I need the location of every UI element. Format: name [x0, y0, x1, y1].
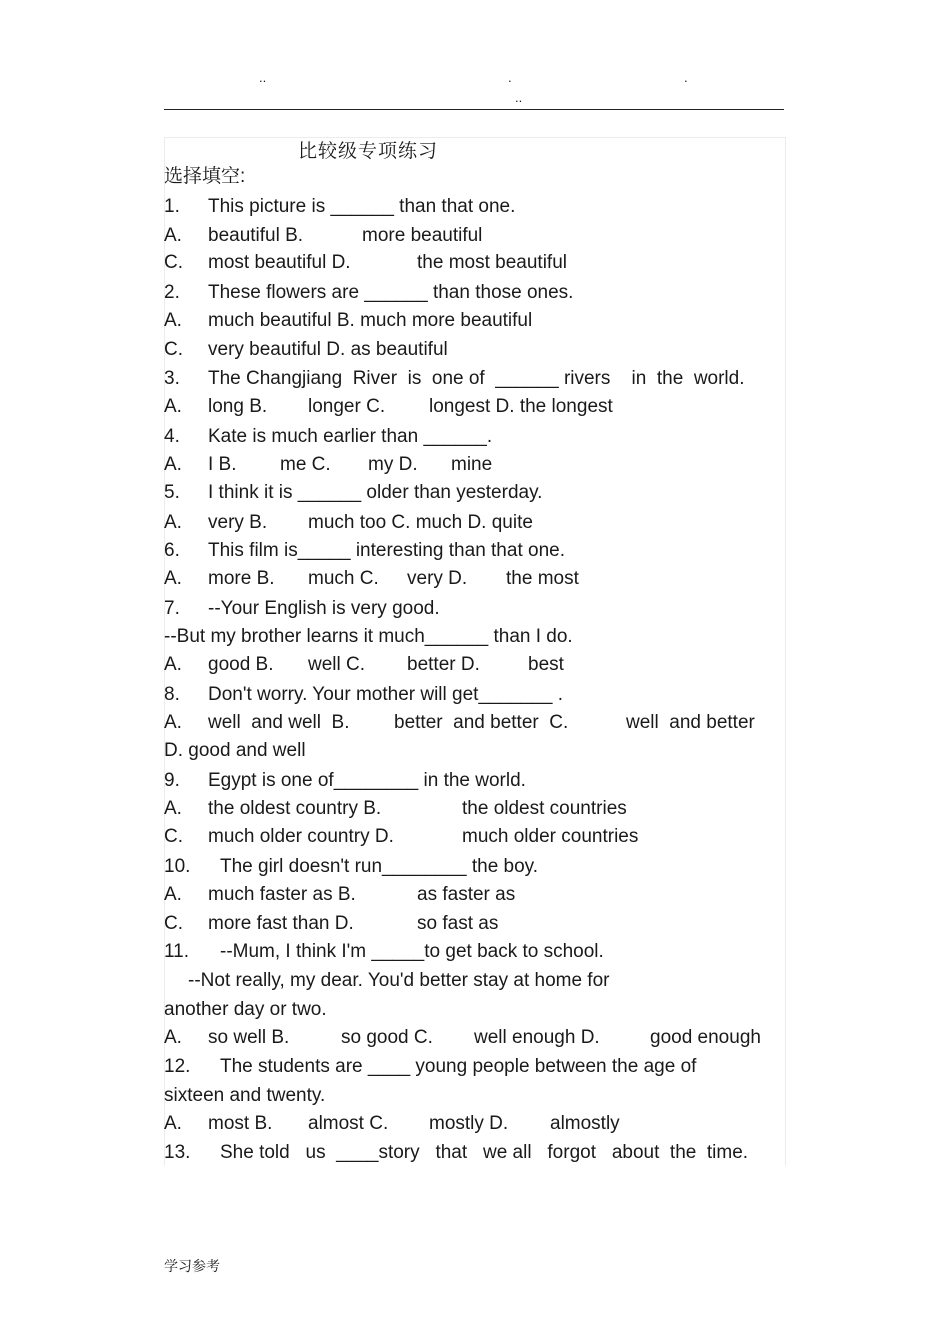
question-number: 8.	[164, 684, 180, 705]
option-text: beautiful B.	[208, 225, 304, 246]
option-letter: C.	[164, 252, 183, 273]
option-text: much faster as B.	[208, 884, 356, 905]
question-number: 12.	[164, 1056, 191, 1077]
question-number: 13.	[164, 1142, 191, 1163]
option-text: almost C.	[308, 1113, 389, 1134]
question-number: 2.	[164, 282, 180, 303]
option-text: the most	[506, 568, 579, 589]
question-text: Don't worry. Your mother will get_______ .	[208, 684, 563, 705]
option-text: much too C. much D. quite	[308, 512, 533, 533]
option-text: much older countries	[462, 826, 639, 847]
question-number: 9.	[164, 770, 180, 791]
option-text: well enough D.	[474, 1027, 600, 1048]
option-text: very D.	[407, 568, 468, 589]
option-text: mostly D.	[429, 1113, 509, 1134]
option-text: good B.	[208, 654, 274, 675]
option-text: more beautiful	[362, 225, 483, 246]
option-text: very beautiful D. as beautiful	[208, 339, 448, 360]
option-letter: A.	[164, 798, 182, 819]
option-text: D. good and well	[164, 740, 306, 761]
option-text: better and better C.	[394, 712, 569, 733]
question-text: --But my brother learns it much______ than I do.	[164, 626, 573, 647]
option-text: more fast than D.	[208, 913, 354, 934]
footer-text: 学习参考	[164, 1259, 220, 1275]
option-letter: A.	[164, 512, 182, 533]
question-number: 1.	[164, 196, 180, 217]
option-letter: C.	[164, 339, 183, 360]
question-text: --Not really, my dear. You'd better stay at home for	[188, 970, 610, 991]
question-number: 5.	[164, 482, 180, 503]
option-text: so well B.	[208, 1027, 290, 1048]
question-text: I think it is ______ older than yesterday.	[208, 482, 543, 503]
question-text: Kate is much earlier than ______.	[208, 426, 493, 447]
option-text: long B.	[208, 396, 268, 417]
option-letter: A.	[164, 654, 182, 675]
option-text: more B.	[208, 568, 275, 589]
option-text: most beautiful D.	[208, 252, 351, 273]
question-number: 10.	[164, 856, 191, 877]
option-text: much beautiful B. much more beautiful	[208, 310, 533, 331]
option-text: much older country D.	[208, 826, 394, 847]
option-text: mine	[451, 454, 493, 475]
question-text: The students are ____ young people between the age of	[220, 1056, 697, 1077]
option-text: much C.	[308, 568, 379, 589]
option-letter: A.	[164, 454, 182, 475]
header-dot: .	[684, 70, 688, 85]
question-text: Egypt is one of________ in the world.	[208, 770, 526, 791]
option-letter: C.	[164, 913, 183, 934]
header-dots	[0, 70, 950, 110]
question-number: 7.	[164, 598, 180, 619]
option-text: most B.	[208, 1113, 273, 1134]
option-text: longest D. the longest	[429, 396, 613, 417]
question-text: another day or two.	[164, 999, 327, 1020]
option-letter: A.	[164, 225, 182, 246]
option-letter: A.	[164, 568, 182, 589]
question-text: The girl doesn't run________ the boy.	[220, 856, 539, 877]
header-dot: ..	[259, 70, 267, 85]
option-text: me C.	[280, 454, 331, 475]
option-text: good enough	[650, 1027, 761, 1048]
option-text: well and well B.	[208, 712, 350, 733]
question-number: 11.	[164, 941, 190, 962]
question-text: --Mum, I think I'm _____to get back to school.	[220, 941, 604, 962]
header-rule	[164, 109, 784, 110]
option-text: best	[528, 654, 564, 675]
option-text: the most beautiful	[417, 252, 567, 273]
question-number: 3.	[164, 368, 180, 389]
option-text: so fast as	[417, 913, 499, 934]
question-13	[164, 1141, 749, 1213]
option-letter: A.	[164, 396, 182, 417]
question-text: --Your English is very good.	[208, 598, 440, 619]
option-text: well and better	[626, 712, 755, 733]
option-letter: A.	[164, 1113, 182, 1134]
option-letter: A.	[164, 1027, 182, 1048]
header-dot: .	[508, 70, 512, 85]
option-text: almostly	[550, 1113, 620, 1134]
option-text: so good C.	[341, 1027, 433, 1048]
question-text: The Changjiang River is one of ______ rivers in the world.	[208, 368, 745, 389]
question-text: These flowers are ______ than those ones.	[208, 282, 574, 303]
option-text: I B.	[208, 454, 237, 475]
question-text: sixteen and twenty.	[164, 1085, 326, 1106]
page-title: 比较级专项练习	[298, 140, 439, 162]
option-text: the oldest countries	[462, 798, 627, 819]
option-letter: A.	[164, 884, 182, 905]
option-text: the oldest country B.	[208, 798, 382, 819]
section-heading: 选择填空:	[164, 166, 246, 187]
question-text: This film is_____ interesting than that one.	[208, 540, 565, 561]
option-letter: C.	[164, 826, 183, 847]
header-dot: ..	[515, 90, 523, 105]
question-text: She told us ____story that we all forgot about the time.	[220, 1142, 749, 1163]
option-text: well C.	[308, 654, 366, 675]
option-letter: A.	[164, 310, 182, 331]
option-text: longer C.	[308, 396, 386, 417]
question-number: 6.	[164, 540, 180, 561]
option-letter: A.	[164, 712, 182, 733]
option-text: as faster as	[417, 884, 516, 905]
option-text: my D.	[368, 454, 418, 475]
question-text: This picture is ______ than that one.	[208, 196, 516, 217]
question-number: 4.	[164, 426, 180, 447]
option-text: better D.	[407, 654, 480, 675]
option-text: very B.	[208, 512, 268, 533]
